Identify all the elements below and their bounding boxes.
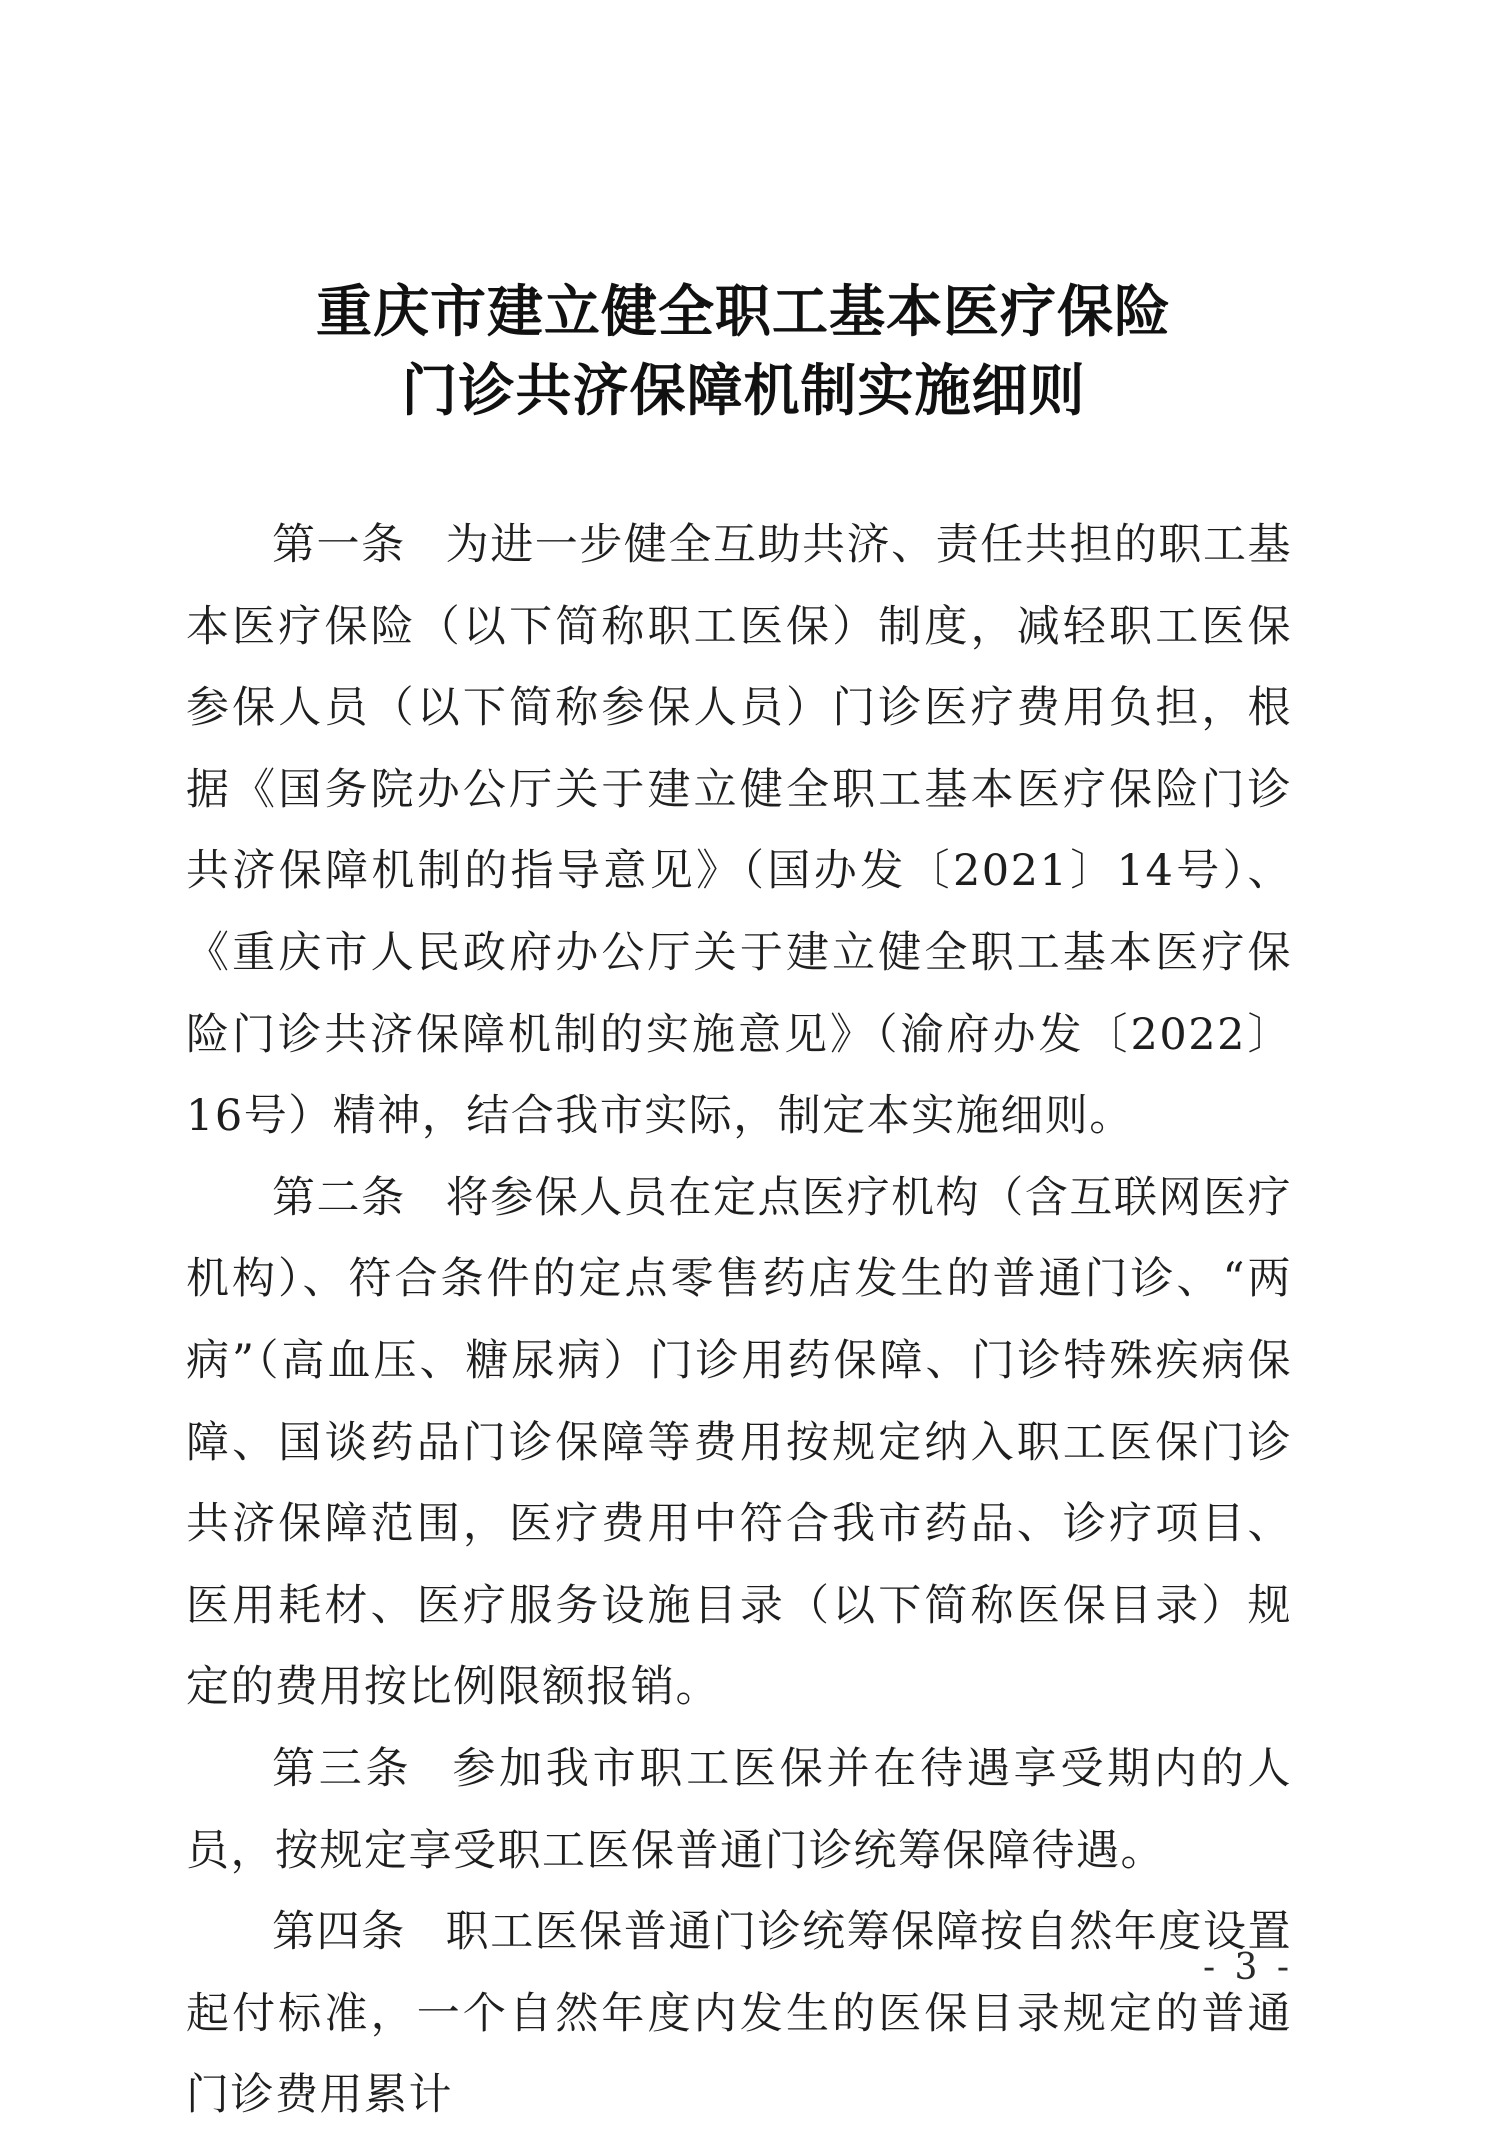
document-body [186,505,1292,2137]
article-2 [186,1158,1292,1729]
article-3 [186,1729,1292,1892]
article-number: 第四条 [272,1907,406,1958]
page-number: - 3 - [1202,1947,1294,1988]
article-4 [186,1892,1292,2137]
article-text: 为进一步健全互助共济、责任共担的职工基本医疗保险（以下简称职工医保）制度，减轻职工医保参保人员（以下简称参保人员）门诊医疗费用负担，根据《国务院办公厅关于建立健全职工基本医疗保险门诊共济保障机制的指导意见》（国办发〔2021〕14号）、《重庆市人民政府办公厅关于建立健全职工基本医疗保险门诊共济保障机制的实施意见》（渝府办发〔2022〕16号）精神，结合我市实际，制定本实施细则。 [186,520,1293,1142]
article-number: 第二条 [272,1172,406,1223]
article-text: 将参保人员在定点医疗机构（含互联网医疗机构）、符合条件的定点零售药店发生的普通门诊、“两病”（高血压、糖尿病）门诊用药保障、门诊特殊疾病保障、国谈药品门诊保障等费用按规定纳入职工医保门诊共济保障范围，医疗费用中符合我市药品、诊疗项目、医用耗材、医疗服务设施目录（以下简称医保目录）规定的费用按比例限额报销。 [186,1172,1293,1713]
document-title-line-1: 重庆市建立健全职工基本医疗保险 [316,280,1171,345]
article-number: 第一条 [272,520,406,570]
document-title-line-2: 门诊共济保障机制实施细则 [401,359,1086,424]
article-1 [186,505,1292,1158]
article-text: 职工医保普通门诊统筹保障按自然年度设置起付标准，一个自然年度内发生的医保目录规定的普通门诊费用累计 [186,1907,1293,2121]
article-number: 第三条 [272,1743,413,1794]
article-text: 参加我市职工医保并在待遇享受期内的人员，按规定享受职工医保普通门诊统筹保障待遇。 [186,1743,1293,1876]
